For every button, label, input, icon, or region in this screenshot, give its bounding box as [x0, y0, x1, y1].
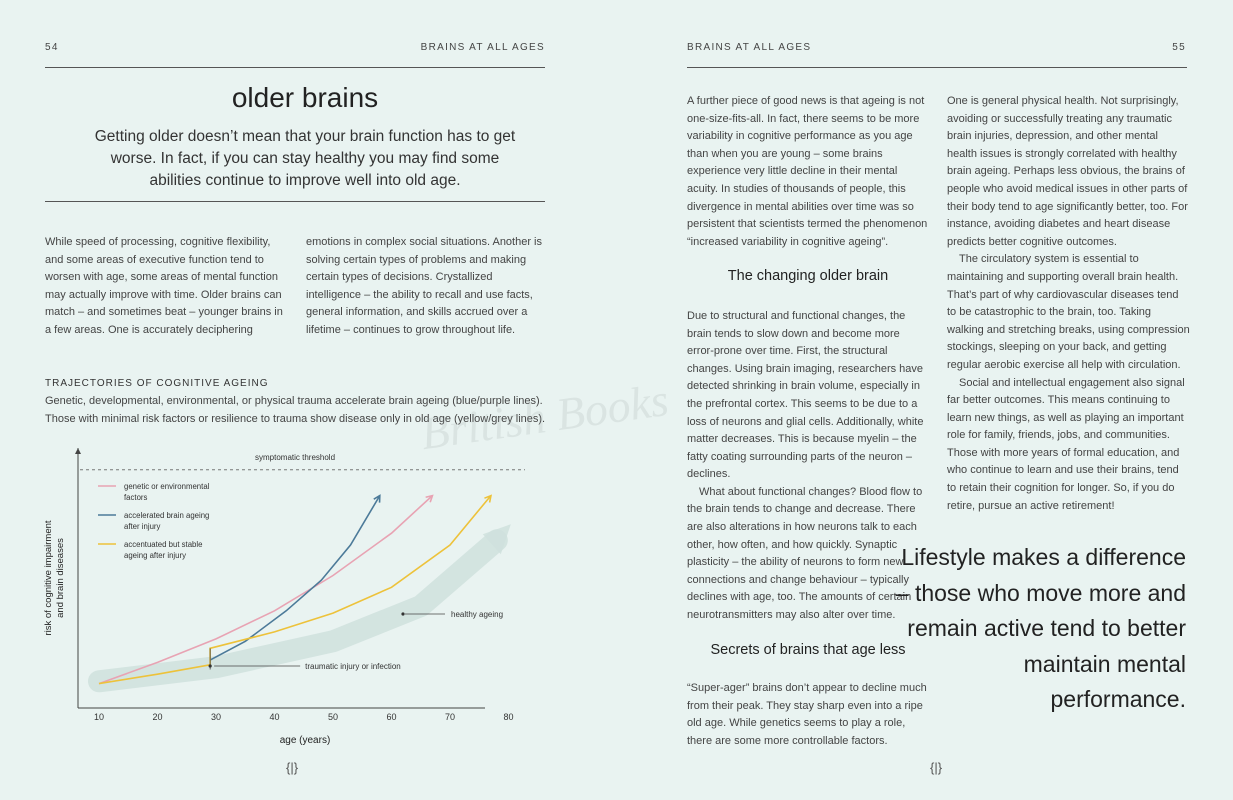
x-tick-label: 60	[386, 712, 397, 722]
x-tick-label: 30	[210, 712, 222, 722]
left-body-col2: emotions in complex social situations. Another is solving certain types of problems and making certain types of decisions. Crystallized intelligence – the ability to recall and use facts, general information, and skills accrued over a lifetime – continues to grow throughout life.	[306, 236, 543, 336]
legend-label: ageing after injury	[124, 551, 186, 560]
intro-text: Getting older doesn’t mean that your brain function has to get worse. In fact, if you can stay healthy you may find some abilities continue to improve well into old age.	[94, 128, 516, 189]
x-tick-label: 70	[444, 712, 456, 722]
legend-label: genetic or environmental	[124, 482, 210, 491]
para-functional-changes: What about functional changes? Blood flow to the brain tends to change and decrease. There are also alterations in how neurons talk to each other, how often, and how quickly. Synaptic plasticity – the ability of neurons to form new connections and change behaviour – typically declines with age, too. The amounts of certain neurotransmitters may also alter over time.	[687, 485, 923, 622]
x-tick-label: 40	[269, 712, 280, 722]
para-social-engagement: Social and intellectual engagement also signal far better outcomes. This means continuing to learn new things, as well as playing an important role for family, friends, jobs, and communities. Those with more years of formal education, and who continue to learn and use their brains, tend to retain their cognition for longer. So, if you do retire, pursue an active retirement!	[947, 376, 1185, 512]
chart-caption-line2: Those with minimal risk factors or resilience to trauma show disease only in old age (yellow/grey lines).	[45, 412, 546, 425]
y-axis-label: and brain diseases	[55, 538, 66, 618]
legend-label: accelerated brain ageing	[124, 511, 210, 520]
para-physical-health: One is general physical health. Not surprisingly, avoiding or successfully treating any traumatic brain injuries, depression, and other mental health issues is strongly correlated with healthy brain ageing. Perhaps less obvious, the brains of people who avoid medical issues in other parts of their body tend to age significantly better, too. For instance, avoiding diabetes and heart disease predicts better cognitive outcomes.	[947, 95, 1188, 248]
left-running-head: BRAINS AT ALL AGES	[420, 42, 545, 53]
healthy-dot	[401, 612, 404, 615]
right-running-head: BRAINS AT ALL AGES	[687, 42, 812, 53]
healthy-ageing-label: healthy ageing	[451, 610, 504, 619]
page-title: older brains	[231, 82, 379, 113]
y-axis-label: risk of cognitive impairment	[43, 520, 54, 636]
left-top-rule	[45, 67, 545, 68]
right-folio-number: 55	[1172, 42, 1186, 53]
para-super-ager: “Super-ager” brains don’t appear to decline much from their peak. They stay sharp even into a ripe old age. While genetics seems to play a role, there are some more controllable factors.	[687, 682, 927, 747]
y-axis-arrow	[75, 448, 81, 454]
chart-caption-line1: Genetic, developmental, environmental, or physical trauma accelerate brain ageing (blue/purple lines).	[45, 395, 543, 407]
para-variability: A further piece of good news is that ageing is not one-size-fits-all. In fact, there seems to be more variability in cognitive performance as you age than when you are young – some brains experience very little decline in their mental acuity. In studies of thousands of people, this divergence in mental abilities over time was so persistent that scientists termed the phenomenon “increased variability in cognitive ageing”.	[687, 95, 928, 248]
watermark: British Books	[417, 373, 672, 460]
legend-label: after injury	[124, 522, 161, 531]
injury-label: traumatic injury or infection	[305, 661, 401, 671]
x-tick-label: 50	[327, 712, 339, 722]
right-top-rule	[687, 67, 1187, 68]
intro-rule	[45, 201, 545, 202]
legend-label: accentuated but stable	[124, 540, 203, 549]
heading-changing-older-brain: The changing older brain	[727, 268, 889, 285]
heading-secrets-brains: Secrets of brains that age less	[710, 641, 906, 658]
x-tick-label: 80	[503, 712, 514, 722]
injury-dot	[209, 664, 212, 667]
left-body-col1: While speed of processing, cognitive flexibility, and some areas of executive function tend to worsen with age, some areas of mental function may actually improve with time. Older brains can match – and sometimes beat – younger brains in a few areas. One is accurately deciphering	[45, 236, 283, 336]
chart-caption-heading: TRAJECTORIES OF COGNITIVE AGEING	[45, 378, 269, 389]
threshold-label: symptomatic threshold	[255, 452, 336, 462]
x-axis-label: age (years)	[279, 735, 331, 746]
cognitive-ageing-chart	[30, 438, 560, 758]
left-ornament: {|}	[286, 760, 299, 775]
right-ornament: {|}	[930, 760, 943, 775]
para-structural-changes: Due to structural and functional changes, the brain tends to slow down and become more error-prone over time. First, the structural changes. Using brain imaging, researchers have detected shrinking in brain volume, especially in the prefrontal cortex. This seems to be due to a loss of neurons and glial cells. Additionally, white matter decreases. This is because myelin – the fatty coating surrounding parts of the neuron – declines.	[687, 309, 924, 481]
x-tick-label: 10	[93, 712, 105, 722]
left-folio-number: 54	[45, 42, 59, 53]
x-tick-label: 20	[152, 712, 163, 722]
legend-label: factors	[124, 493, 148, 502]
healthy-ageing-band	[99, 540, 497, 681]
pull-quote: Lifestyle makes a difference – those who move more and remain active tend to better maintain mental performance.	[895, 544, 1186, 712]
right-col2	[947, 93, 1190, 515]
para-circulatory-system: The circulatory system is essential to maintaining and supporting overall brain health. That’s part of why cardiovascular diseases tend to be catastrophic to the brain, too. Taking walking and stretching breaks, using compression stockings, sleeping on your back, and getting regular aerobic exercise all help with circulation.	[947, 253, 1190, 371]
